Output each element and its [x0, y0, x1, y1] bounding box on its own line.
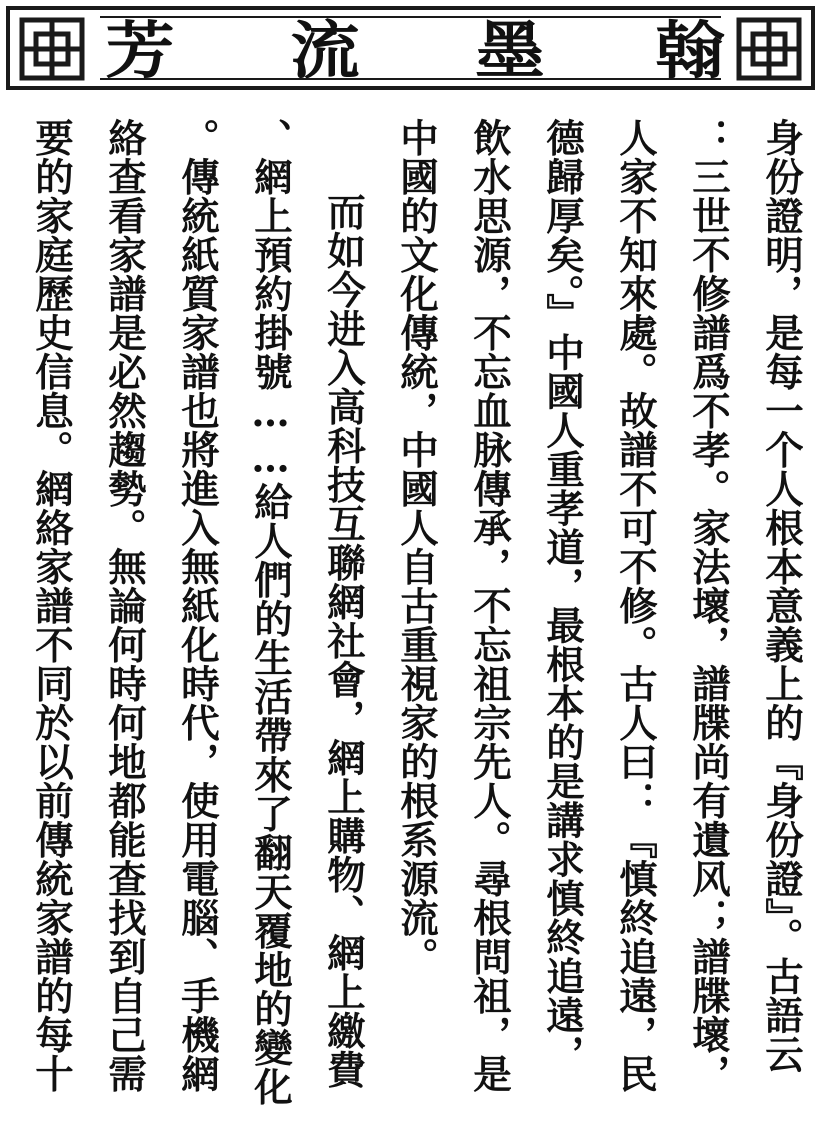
text-column-3: 人家不知來處。故譜不可不修。古人曰：『慎終追遠，民	[613, 118, 658, 1093]
title-char-3: 流	[290, 14, 360, 87]
text-column-8: 、網上預約掛號……給人們的生活帶來了翻天覆地的變化	[248, 118, 293, 1106]
text-column-7: 而如今进入高科技互聯網社會，網上購物、網上繳費	[321, 192, 366, 1089]
title-char-2: 墨	[475, 14, 545, 87]
text-column-6: 中國的文化傳統，中國人自古重視家的根系源流。	[394, 118, 439, 976]
text-column-11: 要的家庭歷史信息。網絡家譜不同於以前傳統家譜的每十	[29, 118, 74, 1093]
text-column-5: 飲水思源，不忘血脉傳承，不忘祖宗先人。尋根問祖，是	[467, 118, 512, 1093]
text-column-9: 。傳統紙質家譜也將進入無紙化時代，使用電腦、手機網	[175, 118, 220, 1093]
text-column-4: 德歸厚矣。』中國人重孝道，最根本的是講求慎終追遠，	[540, 118, 585, 1074]
fret-ornament-left-icon	[16, 14, 88, 84]
text-column-1: 身份證明，是每一个人根本意義上的『身份證』。古語云	[759, 118, 804, 1074]
text-column-2: ：三世不修譜爲不孝。家法壞，譜牒尚有遺风；譜牒壞，	[686, 118, 731, 1093]
text-column-10: 絡查看家譜是必然趨勢。無論何時何地都能查找到自己需	[102, 118, 147, 1093]
header-banner	[6, 6, 815, 90]
article-body	[16, 118, 808, 1138]
title-char-1: 翰	[655, 14, 725, 87]
banner-inner-frame	[100, 14, 721, 87]
fret-ornament-right-icon	[733, 14, 805, 84]
title-char-4: 芳	[105, 14, 175, 87]
